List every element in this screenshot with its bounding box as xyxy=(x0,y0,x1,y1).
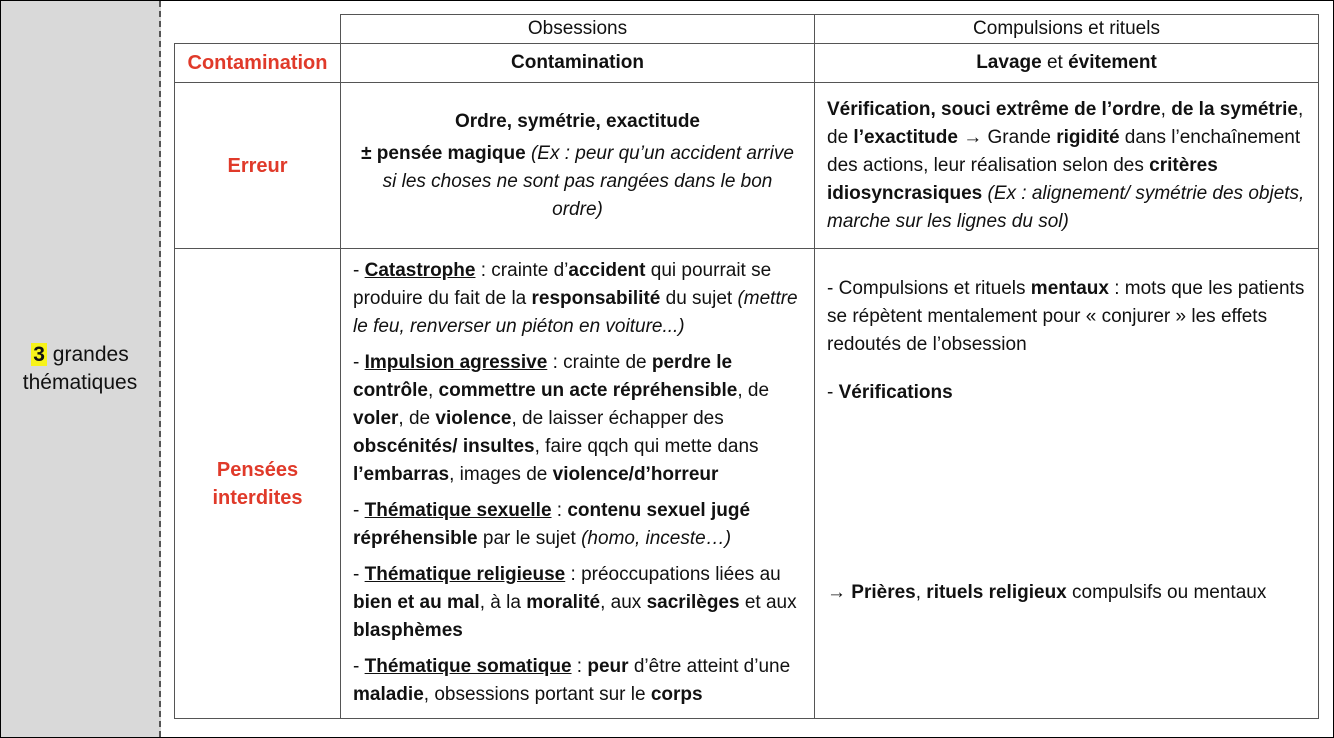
p2-b4: violence xyxy=(435,408,512,429)
col-header-compulsions: Compulsions et rituels xyxy=(815,15,1319,44)
e-c11: (Ex : alignement/ symétrie des objets, marche sur les lignes du sol) xyxy=(827,182,1305,232)
contamination-compulsion xyxy=(815,44,1319,83)
c-m1: - Compulsions et rituels xyxy=(827,278,1031,299)
p5-t2: d’être atteint d’une xyxy=(628,656,791,677)
p2-b3: voler xyxy=(353,408,399,429)
c-v2: Vérifications xyxy=(838,382,953,403)
comp-verifications xyxy=(827,379,1306,407)
p4-t4: et aux xyxy=(739,592,797,613)
row-label-pensees-interdites xyxy=(175,249,341,719)
p2-t1: : crainte de xyxy=(547,352,652,373)
p2-dash: - xyxy=(353,352,365,373)
e-c3: de la symétrie xyxy=(1171,98,1298,120)
p3-b1: contenu sexuel jugé répréhensible xyxy=(353,500,751,549)
erreur-obs-title xyxy=(359,108,796,136)
obs-thematique-religieuse xyxy=(353,561,802,645)
p2-b2: commettre un acte répréhensible xyxy=(438,380,738,401)
p1-b2: responsabilité xyxy=(531,288,661,309)
pensees-label-line1: Pensées xyxy=(216,458,299,481)
comp-evitement: évitement xyxy=(1068,52,1157,73)
p4-dash: - xyxy=(353,564,365,585)
e-c7: rigidité xyxy=(1056,126,1120,148)
erreur-obs-title-text: Ordre, symétrie, exactitude xyxy=(455,110,700,132)
p2-t7: , images de xyxy=(449,464,553,485)
themes-label xyxy=(23,341,137,397)
p2-b5: obscénités/ insultes xyxy=(353,436,535,457)
obs-thematique-sexuelle xyxy=(353,497,802,553)
p4-b1: bien et au mal xyxy=(353,592,480,613)
p3-i: (homo, inceste…) xyxy=(581,528,732,549)
magic-thinking-example: (Ex : peur qu’un accident arrive si les choses ne sont pas rangées dans le bon ordre) xyxy=(382,142,794,220)
p1-t3: du sujet xyxy=(660,288,738,309)
c-r5: compulsifs ou mentaux xyxy=(1066,582,1267,603)
themes-label-line1: grandes xyxy=(46,343,129,366)
p1-u: Catastrophe xyxy=(364,260,476,281)
p5-u: Thématique somatique xyxy=(364,656,572,677)
themes-count-highlight: 3 xyxy=(33,343,45,366)
c-r4: rituels religieux xyxy=(926,582,1067,603)
p1-i: (mettre le feu, renverser un piéton en voiture...) xyxy=(353,288,798,337)
p2-b1: perdre le contrôle xyxy=(353,352,733,401)
p3-t2: par le sujet xyxy=(477,528,582,549)
e-c9: critères idiosyncrasiques xyxy=(827,154,1218,204)
e-c6: → Grande xyxy=(957,126,1057,148)
erreur-obs-magic xyxy=(359,140,796,224)
c-v1: - xyxy=(827,382,839,403)
p1-t1: : crainte d’ xyxy=(475,260,569,281)
e-c1: Vérification, souci extrême de l’ordre xyxy=(827,98,1161,120)
left-panel xyxy=(1,1,161,737)
p1-b1: accident xyxy=(568,260,646,281)
erreur-compulsion xyxy=(815,83,1319,249)
p3-u: Thématique sexuelle xyxy=(364,500,552,521)
row-erreur xyxy=(175,83,1319,249)
p5-t3: , obsessions portant sur le xyxy=(423,684,651,705)
p2-t2: , xyxy=(427,380,439,401)
header-blank-cell xyxy=(175,15,341,44)
comp-prieres xyxy=(827,579,1266,607)
p2-b7: violence/d’horreur xyxy=(552,464,719,485)
c-r3: , xyxy=(915,582,927,603)
p2-t5: , de laisser échapper des xyxy=(511,408,724,429)
p4-b4: blasphèmes xyxy=(353,620,463,641)
e-c2: , xyxy=(1160,98,1172,120)
contamination-obsession-text: Contamination xyxy=(511,52,644,73)
col-header-obsessions: Obsessions xyxy=(341,15,815,44)
themes-label-line2: thématiques xyxy=(22,371,138,394)
p3-t1: : xyxy=(551,500,568,521)
row-pensees-interdites xyxy=(175,249,1319,719)
header-row xyxy=(175,15,1319,44)
p4-b3: sacrilèges xyxy=(646,592,740,613)
e-c5: l’exactitude xyxy=(853,126,958,148)
row-contamination xyxy=(175,44,1319,83)
c-m3: : mots que les patients se répètent mentalement pour « conjurer » les effets redoutés de l’obsession xyxy=(827,278,1305,355)
p2-t4: , de xyxy=(398,408,436,429)
c-m2: mentaux xyxy=(1030,278,1109,299)
p1-dash: - xyxy=(353,260,365,281)
pensees-compulsions xyxy=(815,249,1319,719)
p2-u: Impulsion agressive xyxy=(364,352,548,373)
obs-impulsion-agressive xyxy=(353,349,802,489)
row-label-erreur: Erreur xyxy=(175,83,341,249)
c-r2: Prières xyxy=(851,582,916,603)
p4-t2: , à la xyxy=(479,592,527,613)
p2-b6: l’embarras xyxy=(353,464,450,485)
contamination-obsession xyxy=(341,44,815,83)
e-c4: , de xyxy=(827,98,1304,148)
e-c8: dans l’enchaînement des actions, leur réalisation selon des xyxy=(827,126,1301,176)
pensees-obsessions xyxy=(341,249,815,719)
comp-lavage: Lavage xyxy=(976,52,1042,73)
pensees-label-line2: interdites xyxy=(212,486,303,509)
p1-t2: qui pourrait se produire du fait de la xyxy=(353,260,772,309)
comp-and: et xyxy=(1041,52,1069,73)
p3-dash: - xyxy=(353,500,365,521)
p4-t3: , aux xyxy=(600,592,647,613)
magic-thinking-label: ± pensée magique xyxy=(361,142,531,164)
p4-u: Thématique religieuse xyxy=(364,564,566,585)
p5-b1: peur xyxy=(587,656,629,677)
ocd-themes-table xyxy=(174,14,1319,719)
obs-catastrophe xyxy=(353,257,802,341)
c-r1: → xyxy=(827,582,852,603)
obs-thematique-somatique xyxy=(353,653,802,709)
p4-b2: moralité xyxy=(526,592,601,613)
row-label-contamination: Contamination xyxy=(175,44,341,83)
p5-b3: corps xyxy=(650,684,703,705)
comp-mentaux xyxy=(827,275,1306,359)
p2-t6: , faire qqch qui mette dans xyxy=(534,436,759,457)
p5-dash: - xyxy=(353,656,365,677)
p5-t1: : xyxy=(571,656,588,677)
p5-b2: maladie xyxy=(353,684,424,705)
erreur-obsession xyxy=(341,83,815,249)
p2-t3: , de xyxy=(737,380,770,401)
p4-t1: : préoccupations liées au xyxy=(565,564,781,585)
